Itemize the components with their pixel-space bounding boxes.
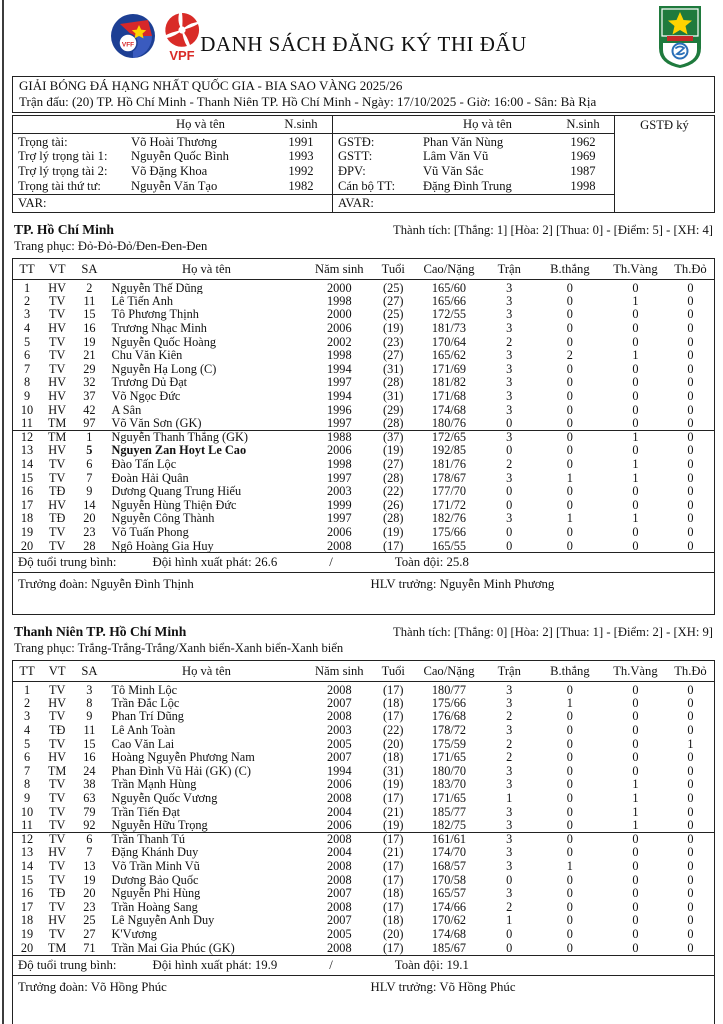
avg-starting: Đội hình xuất phát: 19.9 <box>152 957 278 972</box>
official-role: Cán bộ TT: <box>337 178 396 193</box>
player-row: 11 TM 97 Võ Văn Sơn (GK) 1997 (28) 180/76 0 0 0 0 <box>21 416 694 430</box>
vpf-logo-icon <box>160 10 204 68</box>
player-row: 19 TV 23 Võ Tuấn Phong 2006 (19) 175/66 0 0 0 0 <box>20 525 694 539</box>
official-role: Trọng tài: <box>18 134 68 149</box>
document-page <box>12 0 715 1024</box>
player-row: 4 TĐ 11 Lê Anh Toàn 2003 (22) 178/72 3 0 0 0 <box>23 723 694 738</box>
birth-column-header: N.sinh <box>284 117 318 131</box>
player-row: 9 TV 63 Nguyễn Quốc Vương 2008 (17) 171/65 1 0 1 0 <box>23 791 694 805</box>
player-row: 3 TV 15 Tô Phương Thịnh 2000 (25) 172/55 3 0 0 0 <box>23 307 694 322</box>
official-name: Vũ Văn Sắc <box>422 163 484 178</box>
col-sa: SA <box>73 661 105 681</box>
player-row: 11 TV 92 Nguyễn Hữu Trọng 2006 (19) 182/75 3 0 1 0 <box>21 818 694 832</box>
official-role: ĐPV: <box>337 163 366 178</box>
player-row: 18 HV 25 Lê Nguyễn Anh Duy 2007 (18) 170/62 1 0 0 0 <box>20 913 694 928</box>
official-row <box>13 164 332 179</box>
player-row: 15 TV 7 Đoàn Hải Quân 1997 (28) 178/67 3 1 1 0 <box>20 470 694 485</box>
col-heightweight: Cao/Nặng <box>415 661 482 681</box>
roster-header-row <box>13 661 714 681</box>
average-age-row <box>13 552 714 572</box>
col-matches: Trận <box>483 661 536 681</box>
official-role: GSTT: <box>337 149 373 164</box>
team-section-home <box>12 222 715 615</box>
col-age: Tuổi <box>371 661 415 681</box>
player-row: 12 TV 6 Trần Thanh Tú 2008 (17) 161/61 3 0 0 0 <box>13 832 714 846</box>
player-row: 20 TM 71 Trần Mai Gia Phúc (GK) 2008 (17) 185/67 0 0 0 0 <box>20 940 694 955</box>
official-birth: 1991 <box>288 134 314 149</box>
avg-separator: / <box>329 555 333 570</box>
player-row: 6 TV 21 Chu Văn Kiên 1998 (27) 165/62 3 2 1 0 <box>23 348 694 363</box>
col-goals: B.thắng <box>536 259 604 279</box>
player-row: 3 TV 9 Phan Trí Dũng 2008 (17) 176/68 2 0 0 0 <box>23 709 694 724</box>
staff-row <box>13 975 714 1024</box>
official-birth: 1969 <box>570 149 596 164</box>
competition-name: GIẢI BÓNG ĐÁ HẠNG NHẤT QUỐC GIA - BIA SAO VÀNG 2025/26 <box>19 78 403 93</box>
player-row: 7 TV 29 Nguyễn Hạ Long (C) 1994 (31) 171/69 3 0 0 0 <box>23 362 694 376</box>
avar-row: AVAR: <box>333 194 614 212</box>
team-section-away <box>12 624 715 1024</box>
official-role: Trợ lý trọng tài 2: <box>18 163 108 178</box>
name-column-header: Họ và tên <box>175 117 225 131</box>
player-row: 8 TV 38 Trần Mạnh Hùng 2006 (19) 183/70 3 0 1 0 <box>23 777 694 792</box>
officials-table <box>12 115 715 213</box>
team-name: Thanh Niên TP. Hồ Chí Minh <box>14 624 187 640</box>
head-coach: HLV trưởng: Võ Hồng Phúc <box>370 979 516 994</box>
col-vt: VT <box>41 661 73 681</box>
official-birth: 1982 <box>288 178 314 193</box>
officials-left-header <box>13 116 332 134</box>
official-name: Đặng Đình Trung <box>422 178 512 193</box>
avg-label: Độ tuổi trung bình: <box>18 555 117 570</box>
officials-right-section <box>332 116 614 212</box>
player-row: 17 TV 23 Trần Hoàng Sang 2008 (17) 174/66 2 0 0 0 <box>20 900 694 914</box>
official-birth: 1987 <box>570 163 596 178</box>
col-sa: SA <box>73 259 105 279</box>
player-row: 13 HV 7 Đặng Khánh Duy 2004 (21) 174/70 3 0 0 0 <box>20 845 694 860</box>
player-row: 17 HV 14 Nguyễn Hùng Thiện Đức 1999 (26) 171/72 0 0 0 0 <box>20 498 694 512</box>
col-vt: VT <box>41 259 73 279</box>
official-name: Lâm Văn Vũ <box>422 149 489 164</box>
officials-left-section <box>13 116 332 212</box>
name-column-header: Họ và tên <box>462 117 512 131</box>
player-row: 13 HV 5 Nguyen Zan Hoyt Le Cao 2006 (19) 192/85 0 0 0 0 <box>20 443 694 458</box>
page-title: DANH SÁCH ĐĂNG KÝ THI ĐẤU <box>200 32 527 56</box>
col-tt: TT <box>13 259 41 279</box>
avg-label: Độ tuổi trung bình: <box>18 957 117 972</box>
team-record: Thành tích: [Thắng: 1] [Hòa: 2] [Thua: 0] - [Điểm: 5] - [XH: 4] <box>393 223 713 238</box>
player-row: 19 TV 27 K'Vương 2005 (20) 174/68 0 0 0 0 <box>20 927 694 941</box>
player-row: 2 HV 8 Trần Đắc Lộc 2007 (18) 175/66 3 1 0 0 <box>23 696 694 710</box>
avg-whole-team: Toàn đội: 25.8 <box>394 555 469 570</box>
team-kit: Trang phục: Đỏ-Đỏ-Đỏ/Đen-Đen-Đen <box>14 239 208 254</box>
col-matches: Trận <box>483 259 536 279</box>
federation-logos <box>108 10 204 68</box>
official-role: GSTĐ: <box>337 134 375 149</box>
player-row: 14 TV 13 Võ Trần Minh Vũ 2008 (17) 168/57 3 1 0 0 <box>20 859 694 873</box>
col-tt: TT <box>13 661 41 681</box>
official-row <box>333 150 614 165</box>
player-row: 18 TĐ 20 Nguyễn Công Thành 1997 (28) 182/76 3 1 1 0 <box>20 511 694 526</box>
official-name: Võ Hoài Thương <box>131 134 218 149</box>
official-row <box>13 150 332 165</box>
player-row: 1 HV 2 Nguyễn Thế Dũng 2000 (25) 165/60 3 0 0 0 <box>23 280 694 295</box>
var-row: VAR: <box>13 194 332 212</box>
svg-text:VPF: VPF <box>169 48 195 63</box>
official-birth: 1962 <box>570 134 596 149</box>
team-leader: Trưởng đoàn: Võ Hồng Phúc <box>18 979 167 994</box>
avg-whole-team: Toàn đội: 19.1 <box>394 957 469 972</box>
player-row: 2 TV 11 Lê Tiến Anh 1998 (27) 165/66 3 0 1 0 <box>23 294 694 308</box>
player-row: 10 TV 79 Trần Tiến Đạt 2004 (21) 185/77 3 0 1 0 <box>20 805 694 819</box>
roster-table <box>13 661 714 954</box>
player-row: 15 TV 19 Dương Bảo Quốc 2008 (17) 170/58 0 0 0 0 <box>20 872 694 887</box>
team-name: TP. Hồ Chí Minh <box>14 222 114 238</box>
official-birth: 1993 <box>288 149 314 164</box>
col-yellow: Th.Vàng <box>604 661 667 681</box>
match-info-line: Trận đấu: (20) TP. Hồ Chí Minh - Thanh Niên TP. Hồ Chí Minh - Ngày: 17/10/2025 - Giờ: 16:00 - Sân: Bà Rịa <box>19 93 597 109</box>
player-row: 5 TV 15 Cao Văn Lai 2005 (20) 175/59 2 0 0 1 <box>23 737 694 751</box>
tournament-badge-icon <box>655 4 705 70</box>
official-birth: 1992 <box>288 163 314 178</box>
player-row: 16 TĐ 9 Dương Quang Trung Hiếu 2003 (22) 177/70 0 0 0 0 <box>20 484 694 499</box>
player-row: 1 TV 3 Tô Minh Lộc 2008 (17) 180/77 3 0 0 0 <box>23 682 694 697</box>
col-goals: B.thắng <box>536 661 604 681</box>
roster-header-row <box>13 259 714 279</box>
referee-signature-column: GSTĐ ký <box>614 116 714 212</box>
col-born: Năm sinh <box>307 259 371 279</box>
official-name: Nguyễn Văn Tạo <box>131 178 218 193</box>
head-coach: HLV trưởng: Nguyễn Minh Phương <box>370 577 555 592</box>
team-kit: Trang phục: Trắng-Trắng-Trắng/Xanh biển-Xanh biển-Xanh biển <box>14 641 344 656</box>
col-name: Họ và tên <box>106 259 308 279</box>
player-row: 7 TM 24 Phan Đình Vũ Hải (GK) (C) 1994 (31) 180/70 3 0 0 0 <box>23 764 694 778</box>
col-age: Tuổi <box>371 259 415 279</box>
competition-info-box <box>12 76 715 113</box>
vff-logo-icon <box>108 10 158 64</box>
staff-row <box>13 572 714 614</box>
average-age-row <box>13 955 714 975</box>
col-heightweight: Cao/Nặng <box>415 259 482 279</box>
official-name: Phan Văn Nùng <box>422 134 504 149</box>
player-row: 5 TV 19 Nguyễn Quốc Hoàng 2002 (23) 170/64 2 0 0 0 <box>23 334 694 349</box>
player-row: 12 TM 1 Nguyễn Thanh Thắng (GK) 1988 (37) 172/65 3 0 1 0 <box>13 430 714 444</box>
player-row: 10 HV 42 A Sân 1996 (29) 174/68 3 0 0 0 <box>20 402 694 417</box>
official-row <box>333 179 614 194</box>
player-row: 6 HV 16 Hoàng Nguyễn Phương Nam 2007 (18) 171/65 2 0 0 0 <box>23 750 694 765</box>
avg-separator: / <box>329 957 333 972</box>
birth-column-header: N.sinh <box>566 117 600 131</box>
official-row <box>13 135 332 150</box>
col-red: Th.Đỏ <box>667 661 714 681</box>
player-row: 4 HV 16 Trương Nhạc Minh 2006 (19) 181/73 3 0 0 0 <box>23 321 694 335</box>
official-birth: 1998 <box>570 178 596 193</box>
official-role: Trọng tài thứ tư: <box>18 178 101 193</box>
player-row: 9 HV 37 Võ Ngọc Đức 1994 (31) 171/68 3 0 0 0 <box>23 389 694 403</box>
official-role: Trợ lý trọng tài 1: <box>18 149 108 164</box>
page-scan-edge <box>2 0 4 1024</box>
svg-text:VFF: VFF <box>121 41 135 49</box>
roster-box <box>12 258 715 615</box>
official-name: Võ Đặng Khoa <box>131 163 208 178</box>
avg-starting: Đội hình xuất phát: 26.6 <box>152 555 278 570</box>
roster-box <box>12 660 715 1024</box>
official-row <box>333 164 614 179</box>
col-red: Th.Đỏ <box>667 259 714 279</box>
player-row: 8 HV 32 Trương Dủ Đạt 1997 (28) 181/82 3 0 0 0 <box>23 375 694 390</box>
officials-right-header <box>333 116 614 134</box>
official-row <box>13 179 332 194</box>
player-row: 20 TV 28 Ngô Hoàng Gia Huy 2008 (17) 165/55 0 0 0 0 <box>20 538 694 553</box>
official-name: Nguyễn Quốc Bình <box>131 149 229 164</box>
team-leader: Trưởng đoàn: Nguyễn Đình Thịnh <box>18 577 194 592</box>
player-row: 14 TV 6 Đào Tấn Lộc 1998 (27) 181/76 2 0 1 0 <box>20 457 694 471</box>
team-record: Thành tích: [Thắng: 0] [Hòa: 2] [Thua: 1] - [Điểm: 2] - [XH: 9] <box>393 625 713 640</box>
official-row <box>333 135 614 150</box>
player-row: 16 TĐ 20 Nguyễn Phi Hùng 2007 (18) 165/57 3 0 0 0 <box>20 886 694 901</box>
document-header <box>12 0 715 76</box>
col-born: Năm sinh <box>307 661 371 681</box>
col-yellow: Th.Vàng <box>604 259 667 279</box>
roster-table <box>13 259 714 552</box>
col-name: Họ và tên <box>106 661 308 681</box>
